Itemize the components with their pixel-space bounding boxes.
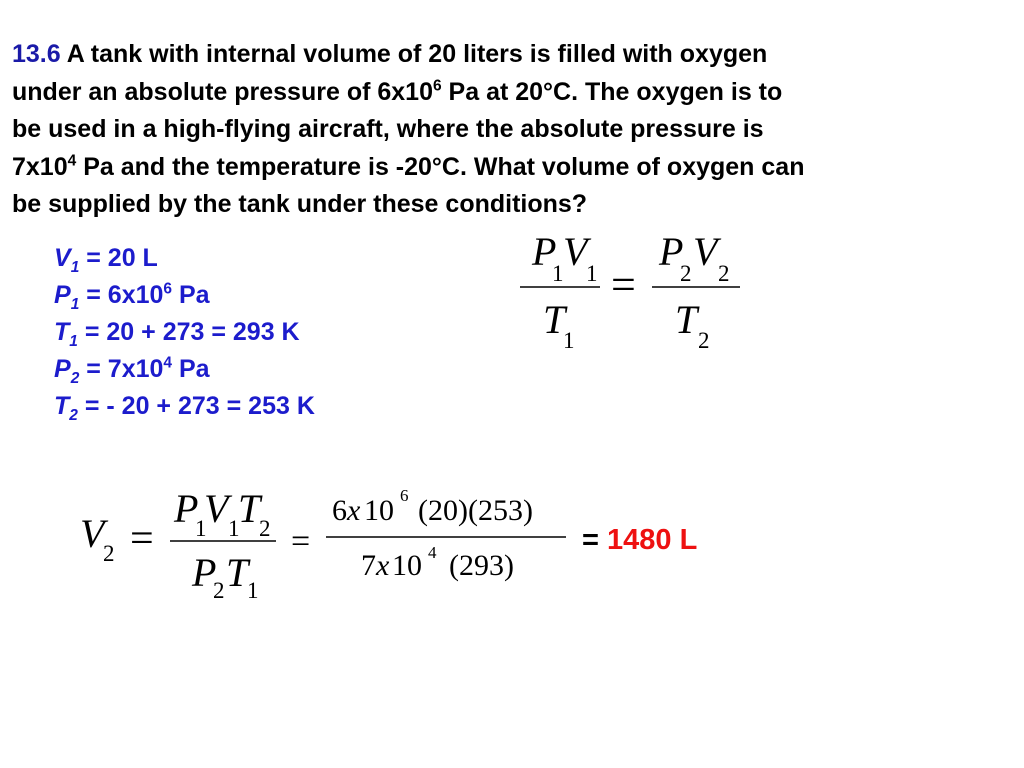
solution-den-values: (293) bbox=[449, 549, 514, 582]
solution-result bbox=[582, 524, 697, 557]
problem-line-2-exponent: 6 bbox=[432, 77, 442, 95]
gas-law-v1-subscript: 1 bbox=[586, 261, 598, 286]
solution-num-p1-sub: 1 bbox=[195, 516, 207, 541]
given-exponent: 4 bbox=[163, 354, 173, 372]
solution-num-base: 10 bbox=[364, 494, 394, 527]
gas-law-p1-symbol: P bbox=[532, 229, 557, 274]
solution-num-x: x bbox=[347, 494, 361, 527]
gas-law-t1-subscript: 1 bbox=[563, 328, 575, 353]
solution-v2-symbol: V bbox=[80, 511, 105, 556]
solution-num-coefficient: 6 bbox=[332, 494, 347, 527]
solution-den-x: x bbox=[376, 549, 390, 582]
given-symbol: T bbox=[54, 318, 70, 346]
solution-v2-subscript: 2 bbox=[103, 541, 115, 566]
gas-law-p2-symbol: P bbox=[659, 229, 684, 274]
solution-den-p2: P bbox=[192, 550, 217, 595]
gas-law-t2-subscript: 2 bbox=[698, 328, 710, 353]
solution-num-exponent: 6 bbox=[400, 486, 409, 505]
given-symbol: P bbox=[54, 355, 71, 383]
solution-num-v1: V bbox=[204, 486, 229, 531]
problem-line-4-exponent: 4 bbox=[67, 152, 77, 170]
given-subscript: 1 bbox=[70, 296, 80, 313]
solution-num-t2-sub: 2 bbox=[259, 516, 271, 541]
solution-equals-sign-2: = bbox=[291, 523, 311, 560]
given-unit: Pa bbox=[172, 355, 210, 383]
gas-law-v2-subscript: 2 bbox=[718, 261, 730, 286]
solution-den-t1: T bbox=[226, 550, 249, 595]
given-value: = 20 + 273 = 293 K bbox=[77, 318, 300, 346]
solution-num-v1-sub: 1 bbox=[228, 516, 240, 541]
solution-num-p1: P bbox=[174, 486, 199, 531]
solution-den-t1-sub: 1 bbox=[247, 578, 259, 603]
gas-law-t1-symbol: T bbox=[543, 297, 566, 342]
given-subscript: 1 bbox=[69, 333, 78, 350]
solution-den-p2-sub: 2 bbox=[213, 578, 225, 603]
solution-den-exponent: 4 bbox=[428, 543, 437, 562]
gas-law-v2-symbol: V bbox=[693, 229, 718, 274]
gas-law-t2-symbol: T bbox=[675, 297, 698, 342]
solution-num-values: (20)(253) bbox=[418, 494, 533, 527]
solution-equation bbox=[80, 486, 566, 603]
given-subscript: 2 bbox=[69, 407, 78, 424]
result-equals: = bbox=[582, 524, 607, 556]
given-symbol: V bbox=[54, 244, 71, 272]
given-subscript: 1 bbox=[70, 259, 80, 276]
solution-den-base: 10 bbox=[392, 549, 422, 582]
given-value: = 6x10 bbox=[79, 281, 164, 309]
problem-line-5: be supplied by the tank under these conditions? bbox=[12, 190, 588, 218]
gas-law-v1-symbol: V bbox=[563, 229, 588, 274]
problem-line-2a: under an absolute pressure of 6x10 bbox=[12, 77, 433, 106]
gas-law-p1-subscript: 1 bbox=[552, 261, 564, 286]
given-value: = 7x10 bbox=[79, 355, 164, 383]
given-symbol: T bbox=[54, 392, 70, 420]
combined-gas-law-equation bbox=[520, 229, 740, 353]
given-value: = 20 L bbox=[79, 244, 158, 272]
solution-den-coefficient: 7 bbox=[361, 549, 376, 582]
given-value: = - 20 + 273 = 253 K bbox=[77, 392, 315, 420]
problem-number: 13.6 bbox=[12, 40, 61, 68]
problem-line-4b: Pa and the temperature is -20°C. What volume of oxygen can bbox=[76, 152, 805, 181]
given-symbol: P bbox=[54, 281, 71, 309]
problem-line-4a: 7x10 bbox=[12, 152, 68, 181]
given-exponent: 6 bbox=[163, 280, 173, 298]
problem-line-2b: Pa at 20°C. The oxygen is to bbox=[441, 77, 783, 106]
gas-law-p2-subscript: 2 bbox=[680, 261, 692, 286]
given-unit: Pa bbox=[172, 281, 210, 309]
problem-line-3: be used in a high-flying aircraft, where the absolute pressure is bbox=[12, 115, 764, 143]
solution-num-t2: T bbox=[238, 486, 261, 531]
solution-equals-sign-1: = bbox=[130, 516, 154, 562]
result-value: 1480 L bbox=[607, 524, 698, 556]
gas-law-equals-sign: = bbox=[611, 260, 636, 309]
given-subscript: 2 bbox=[70, 370, 80, 387]
problem-line-1: A tank with internal volume of 20 liters is filled with oxygen bbox=[66, 40, 768, 68]
